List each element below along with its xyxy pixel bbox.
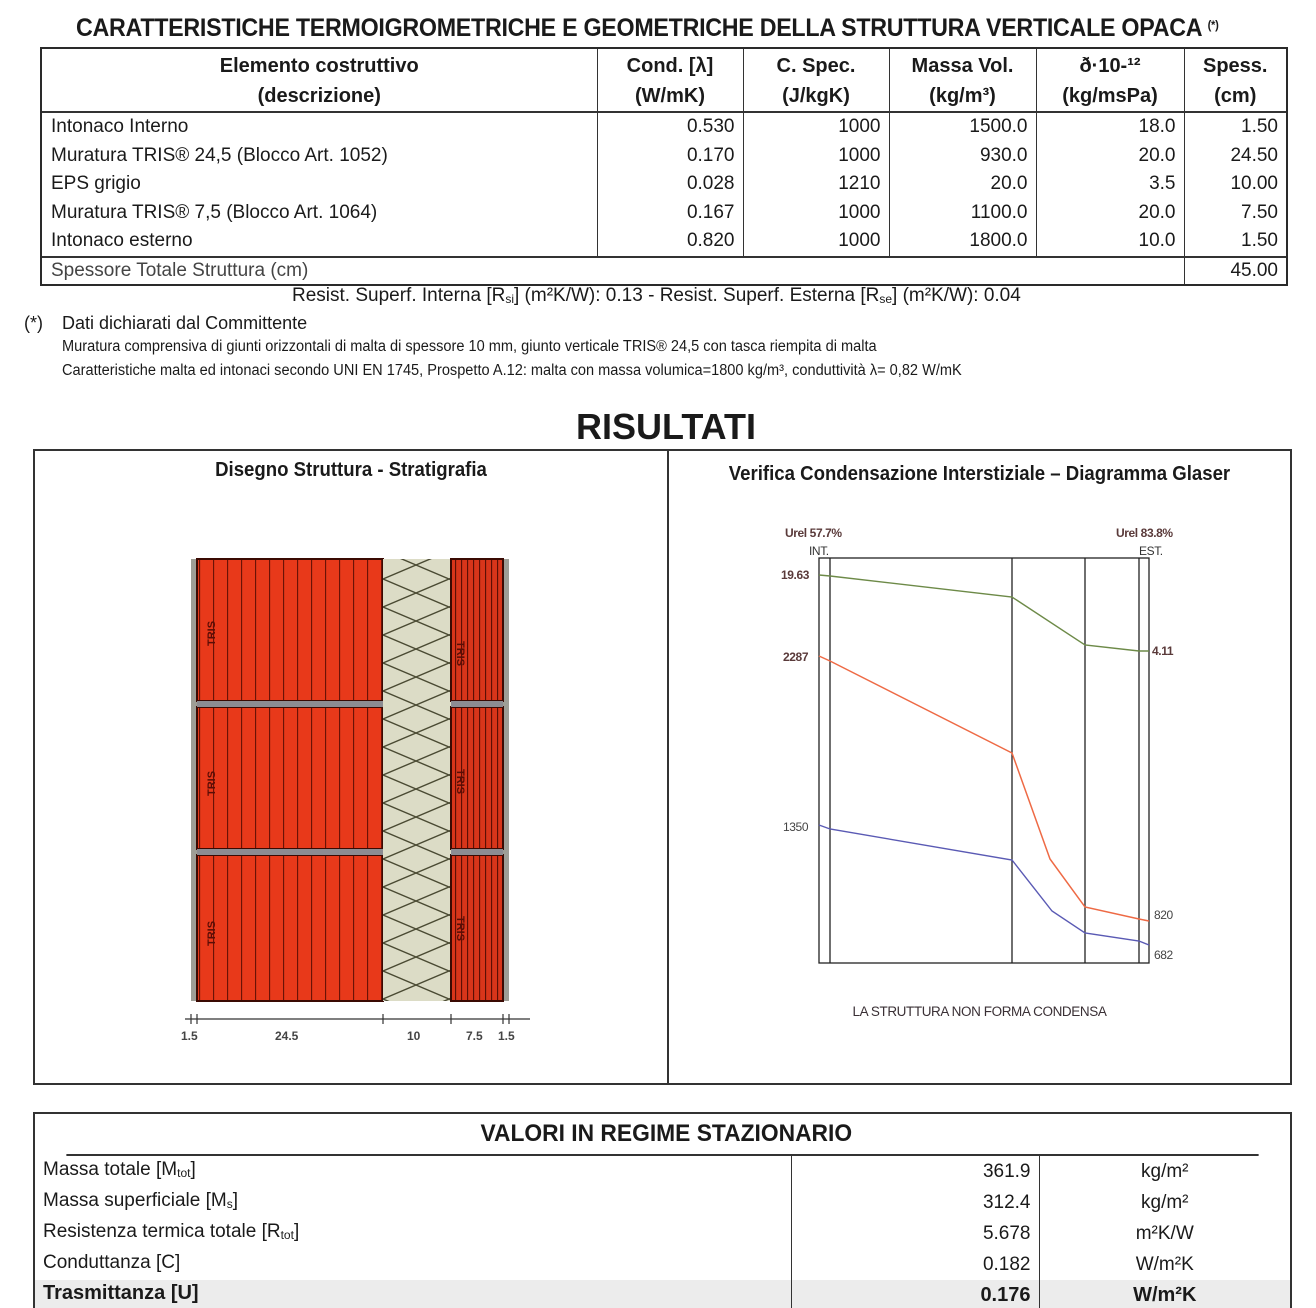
layer-massa: 1500.0 [889,112,1036,142]
results-heading: RISULTATI [576,406,756,447]
transmittance-value: 0.176 [791,1280,1039,1308]
title-text: CARATTERISTICHE TERMOIGROMETRICHE E GEOMETRICHE DELLA STRUTTURA VERTICALE OPACA [76,14,1202,42]
stratigraphy-title: Disegno Struttura - Stratigrafia [215,459,487,481]
layer-row [42,199,1286,228]
steady-unit: kg/m² [1141,1192,1189,1213]
tris-label: TRIS [454,769,466,795]
steady-label: Massa totale $[M_{tot}]$ [35,1156,791,1187]
steady-value: 361.9 [791,1156,1039,1187]
steady-unit: m²K/W [1135,1223,1194,1244]
layer-spess: 24.50 [1230,144,1278,166]
saturation-pressure-line [819,656,1149,921]
steady-row [35,1218,1290,1249]
layer-cond: 0.530 [597,112,743,142]
tris-label: TRIS [206,770,218,796]
layer-row [42,170,1286,199]
steady-row [35,1187,1290,1218]
layer-cspec: 1000 [743,112,889,142]
layer-cond: 0.028 [597,170,743,199]
header-elemento: Elemento costruttivo (descrizione) [42,49,597,112]
svg-text:4.11: 4.11 [1152,644,1174,658]
steady-label: Massa superficiale $[M_s]$ [35,1187,791,1218]
layer-massa: 1100.0 [889,199,1036,228]
tris-label: TRIS [206,620,218,646]
document-title [76,14,1219,43]
layer-cspec: 1000 [743,199,889,228]
temperature-line [819,575,1149,651]
layer-delta: 20.0 [1036,142,1184,171]
results-panels [33,449,1292,1085]
layer-delta: 10.0 [1036,227,1184,257]
glaser-title: Verifica Condensazione Interstiziale – Diagramma Glaser [728,463,1231,485]
steady-row [35,1249,1290,1280]
stratigraphy-panel: Disegno Struttura - Stratigrafia TRIS TRIS TRIS TRIS TRIS TRIS 1.5 24.5 10 7.5 1.5 [35,451,669,1083]
layer-massa: 930.0 [889,142,1036,171]
svg-text:Urel 83.8%: Urel 83.8% [1116,526,1173,540]
dimension-line [185,1014,530,1024]
svg-text:682: 682 [1154,948,1173,962]
footnote-line-1: Dati dichiarati dal Committente [62,313,308,333]
surface-resistance-line: Resist. Superf. Interna $[R_{si}]$ (m²K/W): 0.13 - Resist. Superf. Esterna $[R_{se}]$ (m²K/W): 0.04 [292,285,1021,306]
layer-desc: Muratura TRIS® 7,5 (Blocco Art. 1064) [42,199,597,228]
vapour-pressure-line [819,825,1149,945]
layers-table [40,47,1288,286]
footnotes [24,311,1019,383]
header-cond: Cond. [λ] (W/mK) [597,49,743,112]
layer-desc: Intonaco esterno [42,227,597,257]
transmittance-label: Trasmittanza [U] [35,1280,791,1308]
svg-text:INT.: INT. [809,544,829,558]
header-cspec: C. Spec. (J/kgK) [743,49,889,112]
title-footnote-mark: (*) [1207,18,1219,32]
layer-delta: 3.5 [1036,170,1184,199]
svg-text:820: 820 [1154,908,1173,922]
layer-spess: 1.50 [1241,116,1278,137]
steady-unit: W/m²K [1135,1254,1194,1275]
layer-cond: 0.820 [597,227,743,257]
footnote-mark: (*) [24,313,43,333]
tris-label: TRIS [454,641,466,667]
steady-state-table [33,1112,1292,1308]
layer-spess: 10.00 [1230,173,1278,194]
steady-label: Conduttanza [C] [35,1249,791,1280]
layer-delta: 18.0 [1036,112,1184,142]
layer-cspec: 1210 [743,170,889,199]
svg-text:19.63: 19.63 [781,568,810,582]
svg-text:1350: 1350 [783,820,809,834]
svg-text:EST.: EST. [1139,544,1163,558]
eps-layer [383,559,451,1001]
steady-value: 5.678 [791,1218,1039,1249]
steady-row [35,1156,1290,1187]
total-thickness-label: Spessore Totale Struttura (cm) [42,257,1184,284]
steady-label: Resistenza termica totale $[R_{tot}]$ [35,1218,791,1249]
steady-state-title: VALORI IN REGIME STAZIONARIO [66,1114,1258,1156]
condensation-result: LA STRUTTURA NON FORMA CONDENSA [852,1004,1107,1019]
layers-header-row [42,49,1286,112]
tris-label: TRIS [454,916,466,942]
layer-cspec: 1000 [743,142,889,171]
layer-spess: 1.50 [1241,230,1278,251]
transmittance-row [35,1280,1290,1308]
footnote-line-3: Caratteristiche malta ed intonaci secondo UNI EN 1745, Prospetto A.12: malta con massa volumica=1800 kg/m³, conduttività λ= 0,82 W/mK [62,362,962,379]
layer-cond: 0.167 [597,199,743,228]
tris-label: TRIS [206,920,218,946]
layer-desc: Intonaco Interno [42,112,597,142]
layer-row [42,142,1286,171]
layer-delta: 20.0 [1036,199,1184,228]
glaser-panel [669,451,1290,1083]
layer-spess: 7.50 [1241,201,1278,223]
steady-value: 0.182 [791,1249,1039,1280]
footnote-line-2: Muratura comprensiva di giunti orizzontali di malta di spessore 10 mm, giunto verticale TRIS® 24,5 con tasca riempita di malta [62,338,877,355]
layer-cspec: 1000 [743,227,889,257]
layer-row [42,227,1286,257]
layer-desc: Muratura TRIS® 24,5 (Blocco Art. 1052) [42,142,597,171]
wall-section-drawing [185,551,530,1051]
total-thickness-row [42,257,1286,284]
svg-text:2287: 2287 [783,650,809,664]
steady-unit: kg/m² [1141,1161,1189,1182]
header-massa: Massa Vol. (kg/m³) [889,49,1036,112]
layer-massa: 20.0 [889,170,1036,199]
glaser-diagram [669,451,1292,1051]
total-thickness-value: 45.00 [1184,257,1286,284]
layer-cond: 0.170 [597,142,743,171]
svg-text:Urel 57.7%: Urel 57.7% [785,526,842,540]
transmittance-unit: W/m²K [1039,1280,1290,1308]
layer-row [42,112,1286,142]
header-delta: ð·10-¹² (kg/msPa) [1036,49,1184,112]
header-spess: Spess. (cm) [1184,49,1286,112]
tris-245-blocks [197,559,383,1001]
steady-value: 312.4 [791,1187,1039,1218]
layer-massa: 1800.0 [889,227,1036,257]
layer-desc: EPS grigio [42,170,597,199]
